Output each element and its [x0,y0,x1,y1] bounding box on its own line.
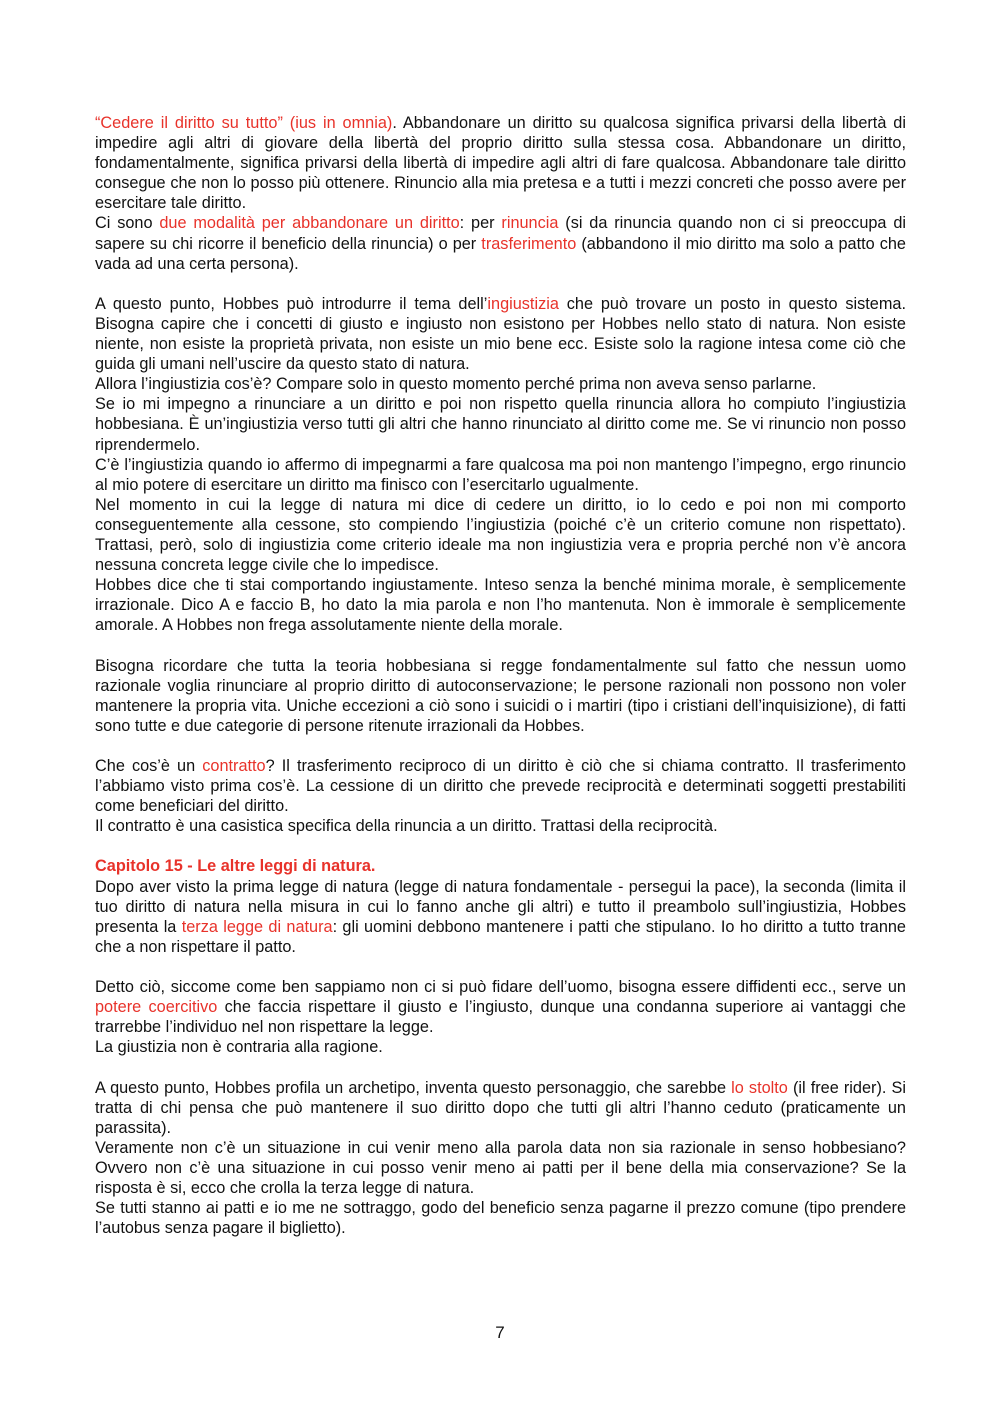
paragraph-text: : per [459,214,502,233]
paragraph-text: A questo punto, Hobbes profila un archetipo, inventa questo personaggio, che sarebbe [95,1078,732,1097]
paragraph-text: : gli uomini debbono mantenere i patti che stipulano. Io ho diritto a tutto tranne che a non rispettare il patto. [95,917,906,956]
paragraph-text: A questo punto, Hobbes può introdurre il tema dell’ [95,294,488,313]
paragraph-text: (si da rinuncia quando non ci si preoccupa di sapere su chi ricorre il beneficio della rinuncia) o per [95,214,906,253]
paragraph-text: C’è l’ingiustizia quando io affermo di impegnarmi a fare qualcosa ma poi non mantengo l’impegno, ergo rinuncio al mio potere di esercitare un diritto ma finisco con l’esercitarlo ugualmente. [95,455,906,494]
paragraph-gap [95,836,906,856]
paragraph-cedere-diritto [95,113,906,213]
paragraph-text: La giustizia non è contraria alla ragione. [95,1038,383,1057]
paragraph-gap [95,1057,906,1077]
page-number: 7 [495,1323,505,1342]
paragraph-gap [95,274,906,294]
document-body [95,113,906,1238]
paragraph-text: Ci sono [95,214,160,233]
paragraph-text: che faccia rispettare il giusto e l’ingiusto, dunque una condanna superiore ai vantaggi che trarrebbe l’individuo nel non rispettare la legge. [95,998,906,1037]
highlight-term: lo stolto [731,1078,788,1097]
paragraph-text: (abbandono il mio diritto ma solo a patto che vada ad una certa persona). [95,234,906,273]
paragraph-modalita [95,213,906,273]
paragraph-gap [95,635,906,655]
highlight-term: terza legge di natura [181,917,333,936]
paragraph-gap [95,957,906,977]
paragraph-text: Se io mi impegno a rinunciare a un diritto e poi non rispetto quella rinuncia allora ho compiuto l’ingiustizia hobbesiana. È un’ingiustizia verso tutti gli altri che hanno rinunciato al diritto come me. Se vi rinuncio non posso riprendermelo. [95,395,906,454]
highlight-term: trasferimento [481,234,577,253]
highlight-term: “Cedere il diritto su tutto” (ius in omnia) [95,114,393,132]
highlight-term: ingiustizia [487,294,559,313]
chapter-heading: Capitolo 15 - Le altre leggi di natura. [95,857,376,876]
highlight-term: due modalità per abbandonare un diritto [159,214,460,233]
paragraph-text: che può trovare un posto in questo sistema. Bisogna capire che i concetti di giusto e ingiusto non esistono per Hobbes nello stato di natura. Non esiste niente, non esiste la proprietà privata, non esiste un mio bene ecc. Esiste solo la ragione intesa come ciò che guida gli umani nell’uscire da questo stato di natura. [95,294,907,374]
highlight-term: potere coercitivo [95,998,218,1017]
paragraph-text: (il free rider). Si tratta di chi pensa che può mantenere il suo diritto dopo che tutti gli altri l’hanno ceduto (praticamente un parassita). [95,1078,906,1137]
paragraph-potere-coercitivo [95,977,906,1037]
paragraph-text: Detto ciò, siccome come ben sappiamo non ci si può fidare dell’uomo, bisogna essere diffidenti ecc., serve un [95,978,906,997]
paragraph-text: Dopo aver visto la prima legge di natura (legge di natura fondamentale - persegui la pace), la seconda (limita il tuo diritto di natura nella misura in cui lo fanno anche gli altri) e tutto il preambolo sull’ingiustizia, Hobbes presenta la [95,877,906,936]
highlight-term: contratto [202,757,266,775]
paragraph-text: Se tutti stanno ai patti e io me ne sottraggo, godo del beneficio senza pagarne il prezzo comune (tipo prendere l’autobus senza pagare il biglietto). [95,1199,906,1238]
paragraph-contratto [95,756,906,816]
paragraph-text: Veramente non c’è un situazione in cui venir meno alla parola data non sia razionale in senso hobbesiano? Ovvero non c’è una situazione in cui posso venir meno ai patti per il bene della mia conservazione? Se la risposta è si, ecco che crolla la terza legge di natura. [95,1138,906,1197]
highlight-term: rinuncia [501,214,559,233]
paragraph-text: Il contratto è una casistica specifica della rinuncia a un diritto. Trattasi della reciprocità. [95,817,718,836]
paragraph-text: Hobbes dice che ti stai comportando ingiustamente. Inteso senza la benché minima morale, è semplicemente irrazionale. Dico A e faccio B, ho dato la mia parola e non l’ho mantenuta. Non è immorale è semplicemente amorale. A Hobbes non frega assolutamente niente della morale. [95,576,906,635]
paragraph-text: Che cos’è un [95,757,203,775]
paragraph-gap [95,736,906,756]
paragraph-text: Nel momento in cui la legge di natura mi dice di cedere un diritto, io lo cedo e poi non mi comporto conseguentemente alla cessone, sto compiendo l’ingiustizia (poiché c’è un criterio comune non rispettato). Trattasi, però, solo di ingiustizia come criterio ideale ma non ingiustizia vera e propria perché non v’è ancora nessuna concreta legge civile che lo impedisce. [95,495,906,575]
paragraph-terza-legge [95,877,906,957]
paragraph-ingiustizia [95,294,906,374]
paragraph-text: Allora l’ingiustizia cos’è? Compare solo in questo momento perché prima non aveva senso parlarne. [95,375,817,394]
paragraph-text: Bisogna ricordare che tutta la teoria hobbesiana si regge fondamentalmente sul fatto che nessun uomo razionale voglia rinunciare al proprio diritto di autoconservazione; le persone razionali non possono non voler mantenere la propria vita. Uniche eccezioni a ciò sono i suicidi o i martiri (tipo i cristiani dell’inquisizione), di fatti sono tutte e due categorie di persone ritenute irrazionali da Hobbes. [95,656,906,735]
paragraph-text: ? Il trasferimento reciproco di un diritto è ciò che si chiama contratto. Il trasferimento l’abbiamo visto prima cos’è. La cessione di un diritto che prevede reciprocità e determinati soggetti prestabiliti come beneficiari del diritto. [95,757,906,816]
paragraph-stolto [95,1078,906,1138]
paragraph-text: . Abbandonare un diritto su qualcosa significa privarsi della libertà di impedire agli altri di giovare della libertà del proprio diritto sulla stessa cosa. Abbandonare un diritto, fondamentalmente, significa privarsi della libertà di impedire agli altri di fare qualcosa. Abbandonare tale diritto consegue che non lo posso più ottenere. Rinuncio alla mia pretesa e a tutti i mezzi concreti che posso avere per esercitare tale diritto. [95,114,906,213]
